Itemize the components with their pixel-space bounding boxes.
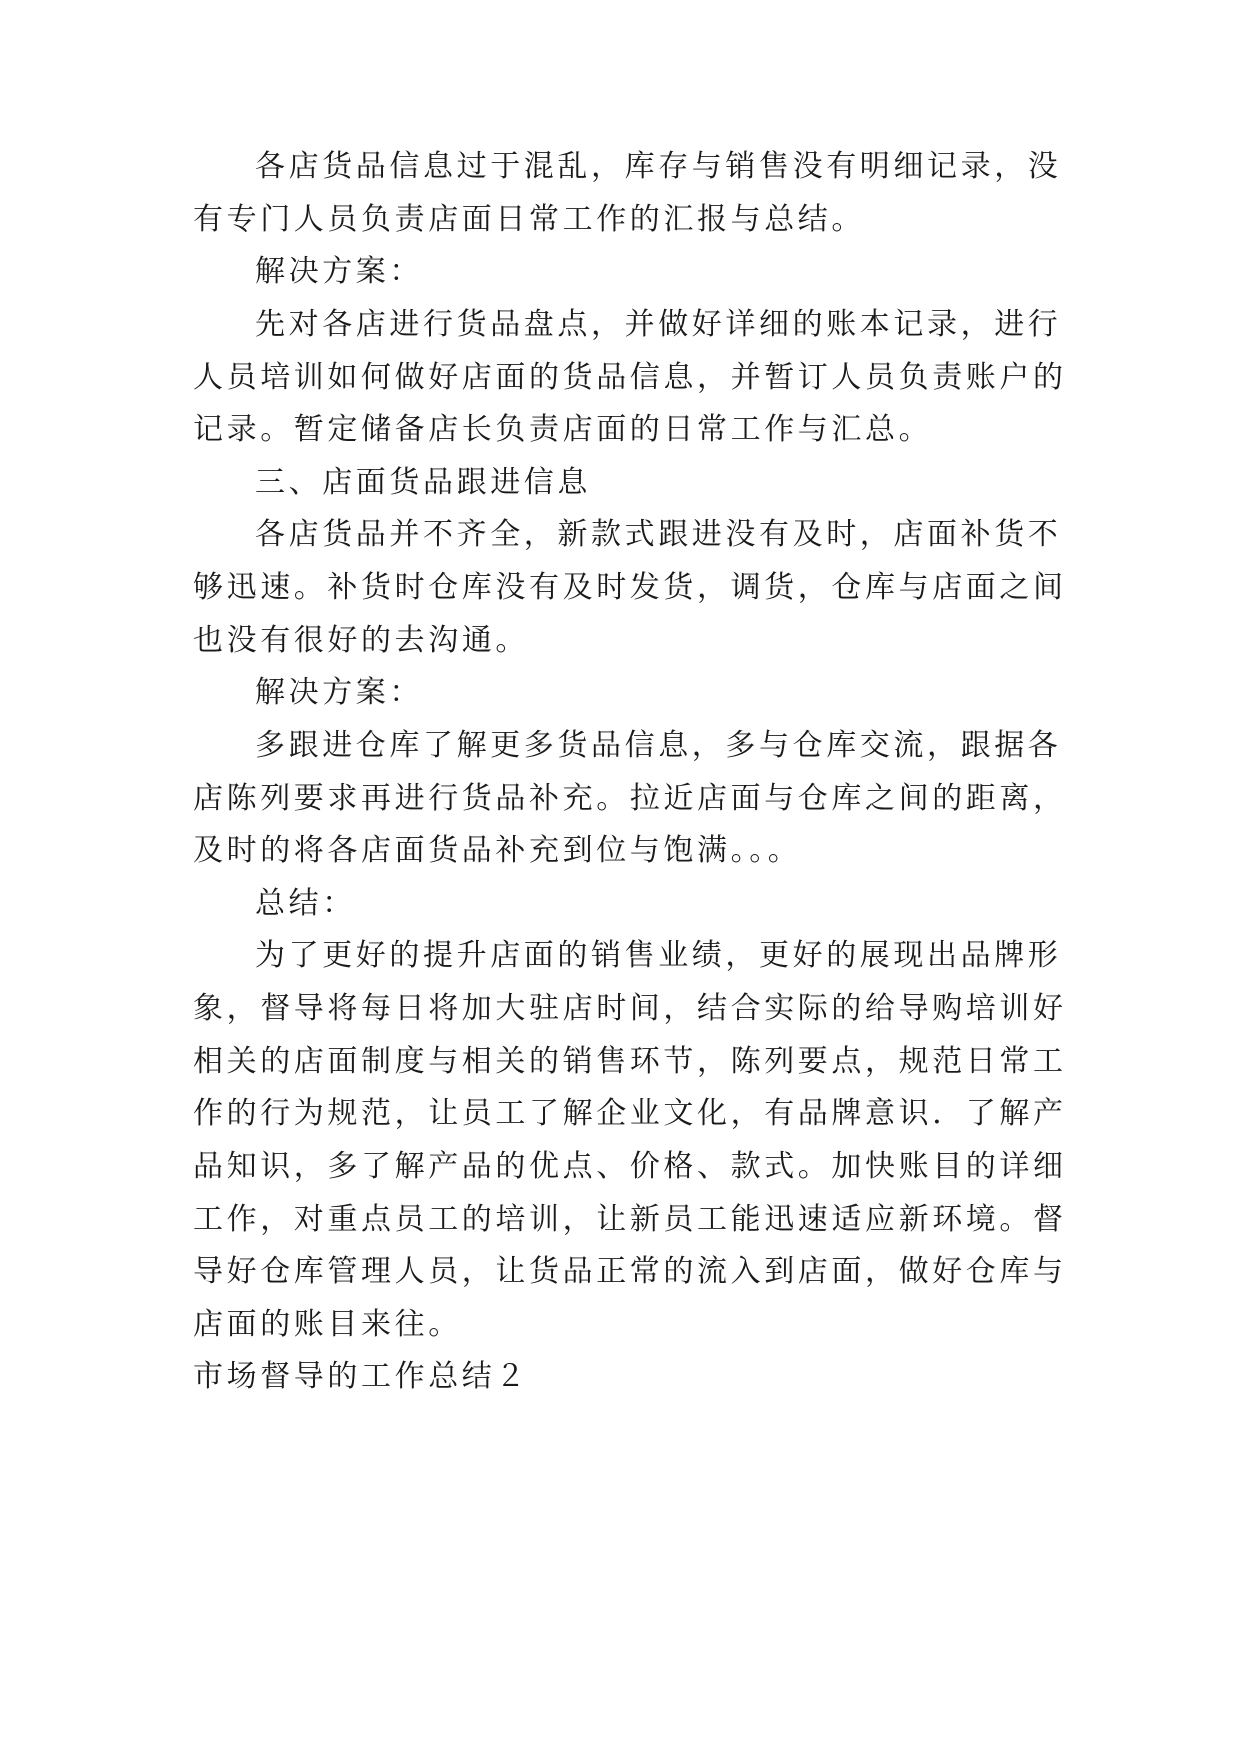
paragraph-line: 店陈列要求再进行货品补充。拉近店面与仓库之间的距离， [193, 781, 1067, 816]
section-label: 解决方案： [255, 254, 423, 289]
paragraph-line: 记录。暂定储备店长负责店面的日常工作与汇总。 [193, 412, 933, 447]
paragraph-line: 作的行为规范，让员工了解企业文化，有品牌意识．了解产 [193, 1096, 1067, 1131]
paragraph-line: 有专门人员负责店面日常工作的汇报与总结。 [193, 202, 865, 237]
paragraph-line: 够迅速。补货时仓库没有及时发货，调货，仓库与店面之间 [193, 570, 1067, 605]
paragraph-line: 象，督导将每日将加大驻店时间，结合实际的给导购培训好 [193, 991, 1067, 1026]
paragraph-line: 各店货品信息过于混乱，库存与销售没有明细记录，没 [255, 149, 1062, 184]
paragraph-line: 各店货品并不齐全，新款式跟进没有及时，店面补货不 [255, 517, 1062, 552]
paragraph-line: 品知识，多了解产品的优点、价格、款式。加快账目的详细 [193, 1149, 1067, 1184]
document-title: 市场督导的工作总结２ [193, 1359, 529, 1394]
paragraph-line: 也没有很好的去沟通。 [193, 623, 529, 658]
paragraph-line: 先对各店进行货品盘点，并做好详细的账本记录，进行 [255, 307, 1062, 342]
paragraph-line: 相关的店面制度与相关的销售环节，陈列要点，规范日常工 [193, 1044, 1067, 1079]
paragraph-line: 人员培训如何做好店面的货品信息，并暂订人员负责账户的 [193, 360, 1067, 395]
paragraph-line: 导好仓库管理人员，让货品正常的流入到店面，做好仓库与 [193, 1254, 1067, 1289]
paragraph-line: 及时的将各店面货品补充到位与饱满。。。 [193, 833, 802, 868]
paragraph-line: 多跟进仓库了解更多货品信息，多与仓库交流，跟据各 [255, 728, 1062, 763]
paragraph-line: 为了更好的提升店面的销售业绩，更好的展现出品牌形 [255, 938, 1062, 973]
paragraph-line: 店面的账目来往。 [193, 1307, 462, 1342]
paragraph-line: 工作，对重点员工的培训，让新员工能迅速适应新环境。督 [193, 1202, 1067, 1237]
section-label: 总结： [255, 886, 356, 921]
section-heading: 三、店面货品跟进信息 [255, 465, 591, 500]
section-label: 解决方案： [255, 675, 423, 710]
